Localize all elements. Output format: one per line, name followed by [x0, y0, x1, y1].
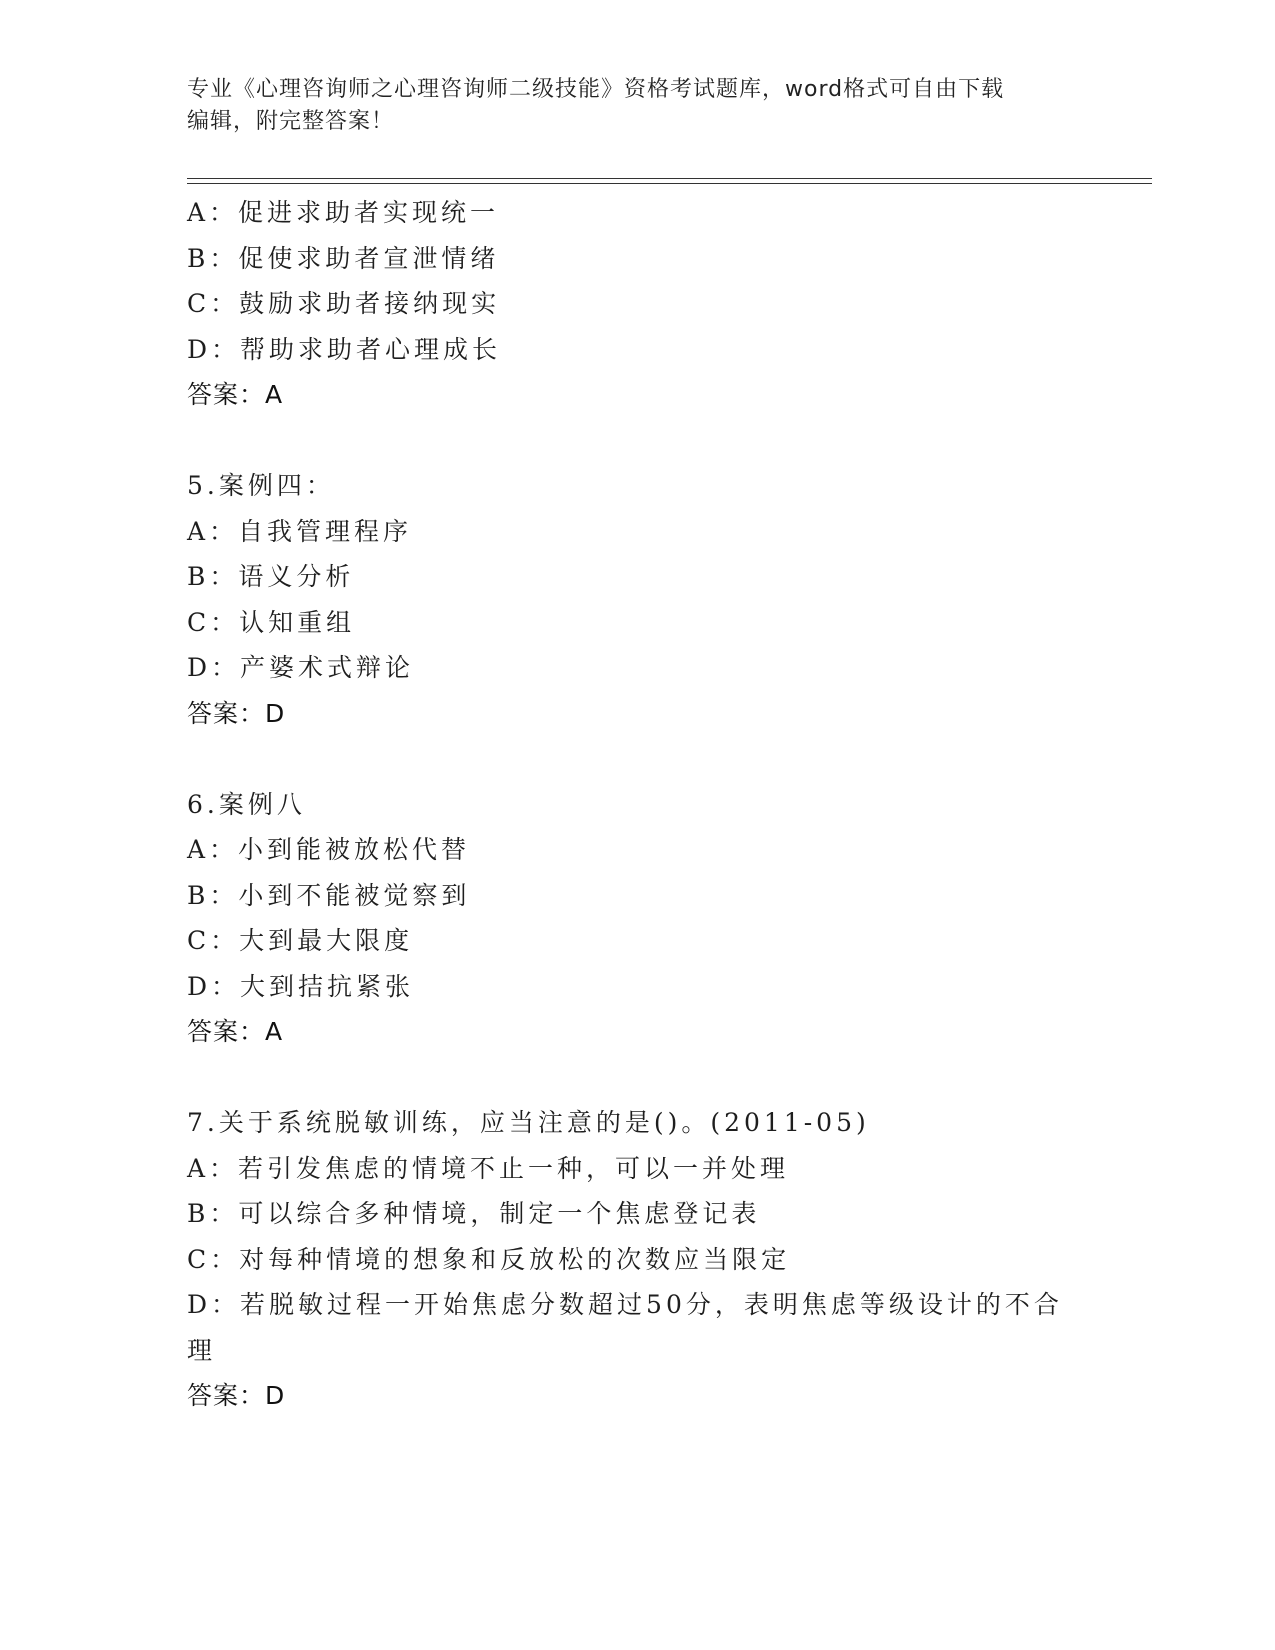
answer-line: 答案：D [187, 698, 286, 728]
option-d: D：若脱敏过程一开始焦虑分数超过50分，表明焦虑等级设计的不合理 [187, 1290, 1063, 1365]
option-c: C：对每种情境的想象和反放松的次数应当限定 [187, 1244, 791, 1274]
question-block [187, 463, 1107, 736]
question-list [187, 190, 1107, 1419]
option-b: B：可以综合多种情境，制定一个焦虑登记表 [187, 1199, 761, 1228]
spacer [187, 418, 1107, 464]
option-b: B：小到不能被觉察到 [187, 880, 471, 910]
header-divider-bottom [187, 183, 1152, 184]
question-title: 6.案例八 [187, 789, 306, 819]
option-a: A：自我管理程序 [187, 516, 413, 546]
header-line-2: 编辑，附完整答案！ [187, 109, 395, 134]
question-block [187, 190, 1107, 418]
header-divider-top [187, 178, 1152, 179]
header-line-1: 专业《心理咨询师之心理咨询师二级技能》资格考试题库，word格式可自由下载 [187, 77, 1005, 102]
question-title: 7.关于系统脱敏训练，应当注意的是()。(2011-05) [187, 1108, 870, 1137]
question-title: 5.案例四： [187, 471, 335, 500]
option-d: D：产婆术式辩论 [187, 653, 415, 682]
option-b: B：语义分析 [187, 562, 355, 591]
spacer [187, 736, 1107, 782]
option-a: A：促进求助者实现统一 [187, 198, 500, 227]
option-c: C：认知重组 [187, 607, 356, 637]
spacer [187, 1055, 1107, 1101]
answer-line: 答案：D [187, 1381, 286, 1410]
option-b: B：促使求助者宣泄情绪 [187, 243, 500, 273]
option-c: C：鼓励求助者接纳现实 [187, 289, 501, 318]
question-block [187, 1100, 1107, 1419]
document-header [187, 74, 1087, 138]
option-c: C：大到最大限度 [187, 926, 414, 955]
option-d: D：大到拮抗紧张 [187, 971, 415, 1001]
option-a: A：若引发焦虑的情境不止一种，可以一并处理 [187, 1153, 790, 1183]
answer-line: 答案：A [187, 1017, 284, 1046]
question-block [187, 782, 1107, 1055]
option-d: D：帮助求助者心理成长 [187, 334, 502, 364]
answer-line: 答案：A [187, 380, 284, 409]
option-a: A：小到能被放松代替 [187, 835, 471, 864]
